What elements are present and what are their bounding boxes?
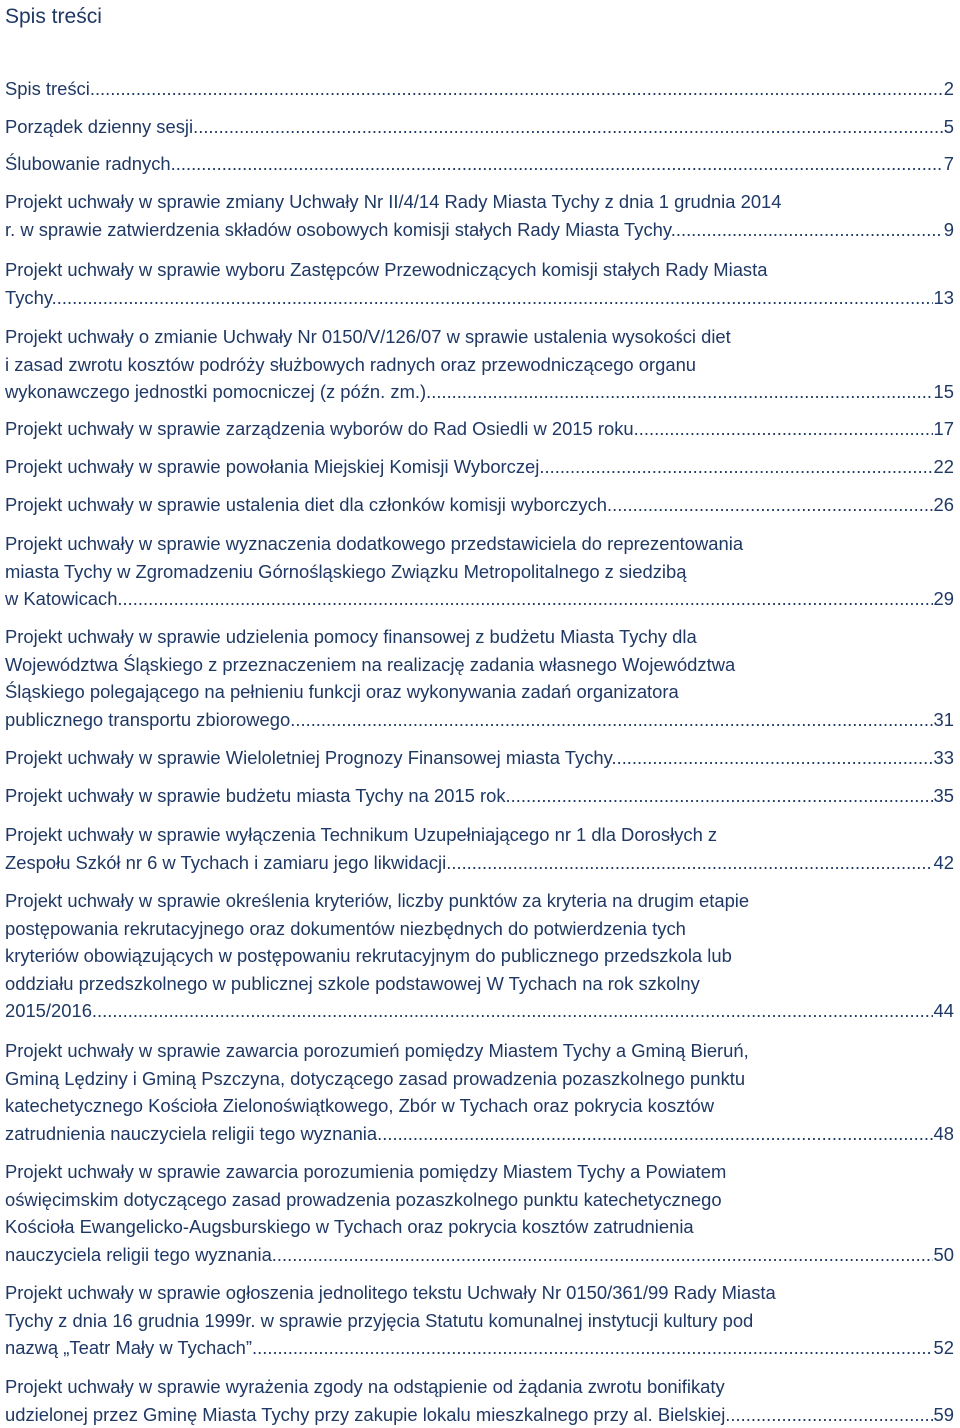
dot-leader: [431, 378, 932, 406]
toc-entry-last-line: [5, 75, 954, 103]
toc-page-number: 2: [943, 78, 954, 99]
toc-entry[interactable]: [5, 256, 954, 311]
dot-leader: [95, 75, 943, 103]
toc-entry-last-line: [5, 744, 954, 772]
toc-entry[interactable]: [5, 453, 954, 481]
dot-leader: [123, 585, 933, 613]
toc-entry[interactable]: [5, 821, 954, 876]
toc-entry-last-line: [5, 378, 954, 406]
toc-entry-line: miasta Tychy w Zgromadzeniu Górnośląskiego Związku Metropolitalnego z siedzibą: [5, 560, 687, 582]
toc-entry-title: nazwą „Teatr Mały w Tychach”.: [5, 1337, 258, 1359]
toc-entry-last-line: [5, 453, 954, 481]
dot-leader: [295, 706, 932, 734]
toc-entry-title: Projekt uchwały w sprawie Wieloletniej Prognozy Finansowej miasta Tychy.: [5, 747, 617, 768]
toc-page-number: 48: [933, 1122, 954, 1144]
toc-entry-line: Gminą Lędziny i Gminą Pszczyna, dotyczącego zasad prowadzenia pozaszkolnego punktu: [5, 1067, 746, 1089]
toc-entry[interactable]: [5, 1279, 954, 1362]
toc-entry-line: kryteriów obowiązujących w postępowaniu rekrutacyjnym do publicznego przedszkola lub: [5, 945, 732, 967]
toc-entry-last-line: [5, 585, 954, 613]
toc-entry-last-line: [5, 706, 954, 734]
toc-heading: Spis treści: [5, 5, 102, 28]
toc-entry-line: Projekt uchwały w sprawie wyłączenia Technikum Uzupełniającego nr 1 dla Dorosłych z: [5, 824, 718, 845]
dot-leader: [198, 113, 943, 141]
toc-page-number: 5: [943, 116, 954, 137]
toc-entry-title: Ślubowanie radnych.: [5, 153, 176, 174]
toc-entry-line: postępowania rekrutacyjnego oraz dokumentów niezbędnych do potwierdzenia tych: [5, 917, 686, 939]
toc-entry[interactable]: [5, 491, 954, 519]
toc-entry-title: zatrudnienia nauczyciela religii tego wyznania.: [5, 1122, 383, 1144]
dot-leader: [511, 782, 933, 810]
toc-entry[interactable]: [5, 1158, 954, 1268]
toc-entry-line: Projekt uchwały o zmianie Uchwały Nr 0150/V/126/07 w sprawie ustalenia wysokości diet: [5, 326, 731, 347]
toc-entry-title: Tychy.: [5, 286, 57, 308]
toc-entry-line: Projekt uchwały w sprawie zawarcia porozumienia pomiędzy Miastem Tychy a Powiatem: [5, 1161, 727, 1182]
toc-entry-line: Projekt uchwały w sprawie wyznaczenia dodatkowego przedstawiciela do reprezentowania: [5, 533, 744, 554]
dot-leader: [617, 744, 933, 772]
toc-entry-line: Śląskiego polegającego na pełnieniu funkcji oraz wykonywania zadań organizatora: [5, 681, 679, 703]
toc-page-number: 59: [933, 1403, 954, 1425]
toc-entry-last-line: [5, 1334, 954, 1362]
toc-entry-line: Projekt uchwały w sprawie zmiany Uchwały Nr II/4/14 Rady Miasta Tychy z dnia 1 grudnia 2014: [5, 191, 782, 212]
dot-leader: [725, 1401, 932, 1428]
toc-entry-title: Projekt uchwały w sprawie zarządzenia wyborów do Rad Osiedli w 2015 roku.: [5, 418, 639, 439]
dot-leader: [382, 1120, 932, 1148]
dot-leader: [544, 453, 932, 481]
toc-entry-line: Projekt uchwały w sprawie wyrażenia zgody na odstąpienie od żądania zwrotu bonifikaty: [5, 1376, 725, 1397]
toc-entry[interactable]: [5, 623, 954, 733]
toc-page-number: 50: [933, 1243, 954, 1265]
toc-entry[interactable]: [5, 415, 954, 443]
toc-entry-last-line: [5, 216, 954, 244]
toc-entry[interactable]: [5, 1373, 954, 1428]
toc-page-number: 9: [943, 218, 954, 240]
toc-page-number: 29: [933, 588, 954, 610]
toc-entry-line: Projekt uchwały w sprawie wyboru Zastępców Przewodniczących komisji stałych Rady Miasta: [5, 259, 768, 280]
dot-leader: [676, 216, 943, 244]
toc-entry-line: Kościoła Ewangelicko-Augsburskiego w Tychach oraz pokrycia kosztów zatrudnienia: [5, 1216, 694, 1238]
toc-page-number: 35: [933, 785, 954, 806]
toc-entry-title: udzielonej przez Gminę Miasta Tychy przy zakupie lokalu mieszkalnego przy al. Bielskiej: [5, 1403, 726, 1425]
toc-page-number: 13: [933, 286, 954, 308]
toc-entry-title: Zespołu Szkół nr 6 w Tychach i zamiaru jego likwidacji.: [5, 851, 452, 873]
dot-leader: [277, 1241, 933, 1269]
dot-leader: [97, 997, 932, 1025]
dot-leader: [612, 491, 932, 519]
toc-entry-line: Województwa Śląskiego z przeznaczeniem na realizację zadania własnego Województwa: [5, 653, 736, 675]
toc-entry[interactable]: [5, 323, 954, 406]
toc-page-number: 17: [933, 418, 954, 439]
toc-entry-line: Projekt uchwały w sprawie określenia kryteriów, liczby punktów za kryteria na drugim etapie: [5, 890, 750, 911]
toc-entry[interactable]: [5, 113, 954, 141]
dot-leader: [257, 1334, 932, 1362]
toc-page-number: 52: [933, 1337, 954, 1359]
toc-entry-title: Projekt uchwały w sprawie ustalenia diet dla członków komisji wyborczych.: [5, 494, 613, 515]
toc-entry-title: nauczyciela religii tego wyznania.: [5, 1243, 277, 1265]
toc-page-number: 42: [933, 851, 954, 873]
dot-leader: [57, 284, 933, 312]
toc-entry-title: w Katowicach.: [5, 588, 123, 610]
toc-entry-line: katechetycznego Kościoła Zielonoświątkowego, Zbór w Tychach oraz pokrycia kosztów: [5, 1095, 715, 1117]
toc-entry-last-line: [5, 113, 954, 141]
toc-entry-last-line: [5, 284, 954, 312]
toc-entry-title: Projekt uchwały w sprawie powołania Miejskiej Komisji Wyborczej.: [5, 456, 545, 477]
toc-entry[interactable]: [5, 782, 954, 810]
toc-entry-last-line: [5, 150, 954, 178]
toc-entry-title: 2015/2016.: [5, 1000, 98, 1022]
toc-entry-last-line: [5, 1120, 954, 1148]
toc-entry[interactable]: [5, 150, 954, 178]
toc-entry-line: Tychy z dnia 16 grudnia 1999r. w sprawie przyjęcia Statutu komunalnej instytucji kultury pod: [5, 1309, 754, 1331]
toc-entry-title: Spis treści.: [5, 78, 95, 99]
toc-entry[interactable]: [5, 1037, 954, 1147]
toc-entry-line: Projekt uchwały w sprawie udzielenia pomocy finansowej z budżetu Miasta Tychy dla: [5, 626, 697, 647]
toc-entry-title: publicznego transportu zbiorowego.: [5, 708, 296, 730]
toc-entry-title: Projekt uchwały w sprawie budżetu miasta Tychy na 2015 rok.: [5, 785, 511, 806]
toc-entry-last-line: [5, 1241, 954, 1269]
toc-page-number: 15: [933, 381, 954, 403]
toc-entry-title: r. w sprawie zatwierdzenia składów osobowych komisji stałych Rady Miasta Tychy.: [5, 218, 676, 240]
toc-entry-last-line: [5, 782, 954, 810]
toc-entry[interactable]: [5, 75, 954, 103]
toc-entry-last-line: [5, 491, 954, 519]
toc-entry-last-line: [5, 997, 954, 1025]
toc-page-number: 31: [933, 708, 954, 730]
dot-leader: [451, 849, 932, 877]
toc-entry-line: oddziału przedszkolnego w publicznej szkole podstawowej W Tychach na rok szkolny: [5, 972, 700, 994]
toc-entry-last-line: [5, 415, 954, 443]
toc-entry[interactable]: [5, 530, 954, 613]
toc-entry-line: oświęcimskim dotyczącego zasad prowadzenia pozaszkolnego punktu katechetycznego: [5, 1188, 722, 1210]
toc-entry-last-line: [5, 1401, 954, 1428]
toc-entry-last-line: [5, 849, 954, 877]
toc-page-number: 44: [933, 1000, 954, 1022]
toc-entry[interactable]: [5, 887, 954, 1025]
toc-entry-line: Projekt uchwały w sprawie zawarcia porozumień pomiędzy Miastem Tychy a Gminą Bieruń,: [5, 1040, 749, 1061]
dot-leader: [176, 150, 943, 178]
toc-entry-line: i zasad zwrotu kosztów podróży służbowych radnych oraz przewodniczącego organu: [5, 353, 697, 375]
toc-entry-title: Porządek dzienny sesji.: [5, 116, 199, 137]
dot-leader: [639, 415, 933, 443]
toc-page-number: 7: [943, 153, 954, 174]
toc-entry[interactable]: [5, 744, 954, 772]
toc-entry[interactable]: [5, 188, 954, 243]
toc-page-number: 33: [933, 747, 954, 768]
toc-page-number: 22: [933, 456, 954, 477]
toc-entry-line: Projekt uchwały w sprawie ogłoszenia jednolitego tekstu Uchwały Nr 0150/361/99 Rady Miasta: [5, 1282, 776, 1303]
toc-page-number: 26: [933, 494, 954, 515]
toc-entry-title: wykonawczego jednostki pomocniczej (z późn. zm.).: [5, 381, 432, 403]
